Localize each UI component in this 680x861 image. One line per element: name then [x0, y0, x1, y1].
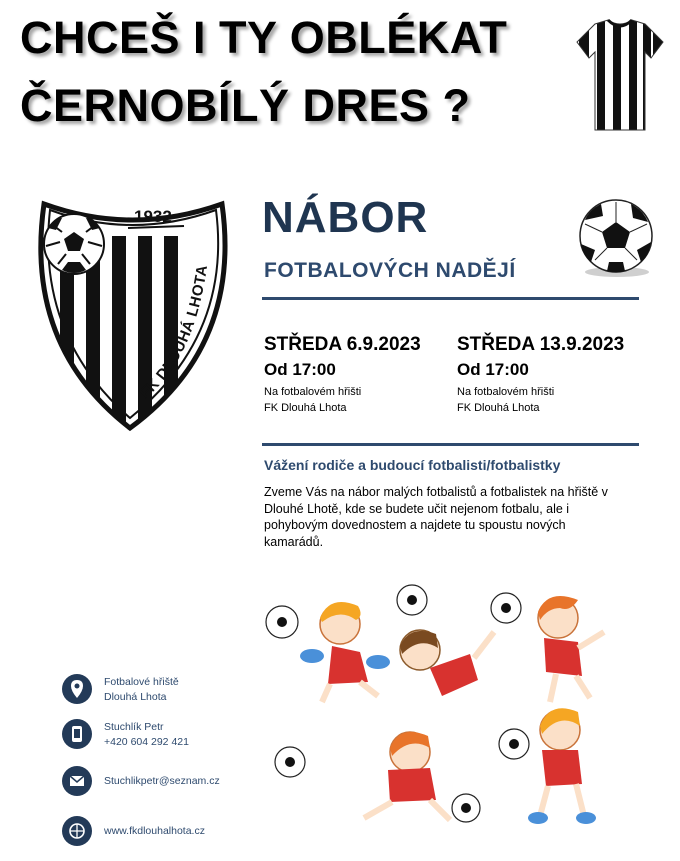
- club-crest-logo: [32, 196, 237, 434]
- session-2: [457, 334, 624, 416]
- headline-line-2: ČERNOBÍLÝ DRES ?: [20, 80, 471, 131]
- web-globe-icon: [62, 816, 92, 846]
- session-place-line2: FK Dlouhá Lhota: [264, 402, 347, 414]
- session-date: STŘEDA 6.9.2023: [264, 334, 421, 355]
- contact-line2: +420 604 292 421: [104, 736, 189, 748]
- crest-year: 1932: [134, 207, 172, 226]
- soccer-ball-icon: [575, 198, 657, 278]
- kids-playing-football-illustration: [260, 572, 620, 832]
- location-pin-icon: [62, 674, 92, 704]
- phone-icon: [62, 719, 92, 749]
- session-place-line1: Na fotbalovém hřišti: [264, 386, 362, 398]
- contact-line2: Dlouhá Lhota: [104, 691, 167, 703]
- striped-jersey-image: [575, 18, 665, 133]
- message-body: Zveme Vás na nábor malých fotbalistů a fotbalistek na hřiště v Dlouhé Lhotě, kde se budete učit nejenom fotbalu, ale i pohybovým dovednostem a najdete tu spoustu nových kamarádů.: [264, 485, 608, 549]
- contact-line1: Fotbalové hřiště: [104, 676, 179, 688]
- message-greeting: Vážení rodiče a budoucí fotbalisti/fotbalistky: [264, 457, 561, 473]
- session-time: Od 17:00: [457, 360, 529, 379]
- contact-line1: Stuchlík Petr: [104, 721, 164, 733]
- sessions-divider: [262, 443, 639, 446]
- session-place-line1: Na fotbalovém hřišti: [457, 386, 555, 398]
- session-place-line2: FK Dlouhá Lhota: [457, 402, 540, 414]
- session-time: Od 17:00: [264, 360, 336, 379]
- recruitment-title: NÁBOR: [262, 193, 429, 242]
- email-icon: [62, 766, 92, 796]
- session-1: [264, 334, 421, 416]
- title-divider: [262, 297, 639, 300]
- contact-line1[interactable]: Stuchlikpetr@seznam.cz: [104, 775, 220, 787]
- session-date: STŘEDA 13.9.2023: [457, 334, 625, 355]
- headline-line-1: CHCEŠ I TY OBLÉKAT: [20, 12, 508, 63]
- crest-club-name: FK DLOUHÁ LHOTA: [136, 263, 212, 402]
- contact-line1[interactable]: www.fkdlouhalhota.cz: [104, 825, 205, 837]
- recruitment-subtitle: FOTBALOVÝCH NADĚJÍ: [264, 259, 516, 282]
